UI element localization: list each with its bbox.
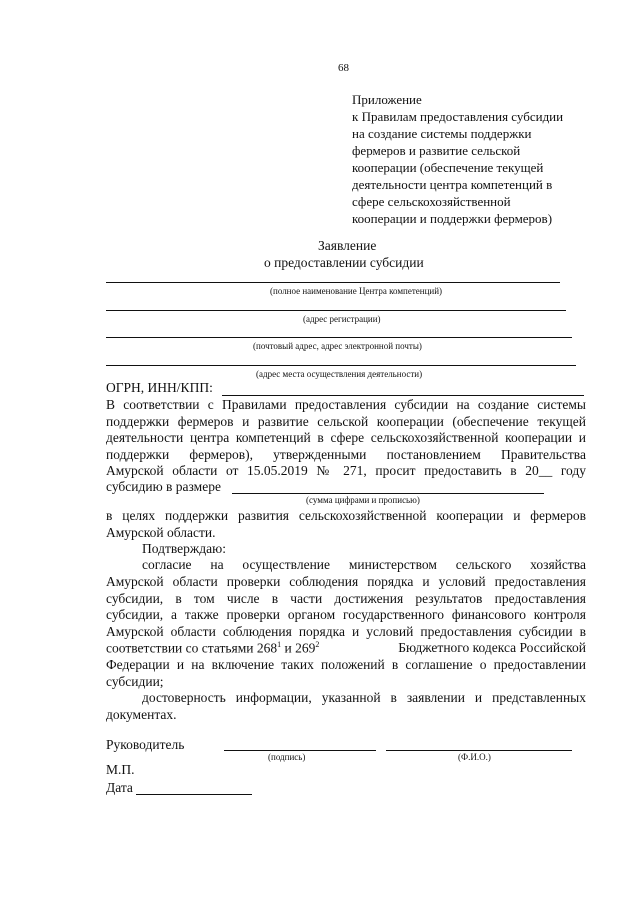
date-label: Дата	[106, 780, 133, 795]
text-line: Федерации и на включение таких положений в соглашение о предоставлении	[106, 657, 586, 672]
appendix-line: сфере сельскохозяйственной	[352, 194, 511, 209]
name-field-line[interactable]	[106, 282, 560, 283]
appendix-line: кооперации (обеспечение текущей	[352, 160, 544, 175]
name-caption: (полное наименование Центра компетенций)	[270, 286, 443, 296]
consent-paragraph	[106, 574, 586, 640]
appendix-line: Приложение	[352, 92, 422, 107]
signature-field-line[interactable]	[224, 750, 376, 751]
seal-label: М.П.	[106, 762, 135, 777]
text-line: Амурской области.	[106, 524, 216, 540]
sum-caption: (сумма цифрами и прописью)	[306, 495, 420, 505]
reliability-first-line	[142, 690, 586, 707]
consent-articles-line	[106, 640, 586, 657]
text-line: субсидии;	[106, 673, 164, 689]
paragraph-main	[106, 397, 586, 480]
activity-address-field-line[interactable]	[106, 365, 576, 366]
text-line: Амурской области проверки соблюдения порядка и условий предоставления	[106, 574, 586, 589]
document-title: Заявление	[318, 238, 377, 253]
activity-address-caption: (адрес места осуществления деятельности)	[256, 369, 423, 379]
document-subtitle: о предоставлении субсидии	[264, 255, 424, 270]
text-line: поддержки фермеров и развитие сельской кооперации (обеспечение текущей	[106, 413, 586, 429]
text-line: согласие на осуществление министерством сельского хозяйства	[142, 557, 586, 572]
appendix-line: на создание системы поддержки	[352, 126, 532, 141]
text-line: поддержки фермеров), утвержденными постановлением Правительства	[106, 446, 586, 462]
text-line: субсидии, а также проверки органом государственного финансового контроля	[106, 607, 586, 622]
head-label: Руководитель	[106, 737, 185, 752]
ogrn-field-line[interactable]	[222, 395, 584, 396]
postal-field-line[interactable]	[106, 337, 572, 338]
paragraph-purpose	[106, 508, 586, 541]
text-line: В соответствии с Правилами предоставления субсидии на создание системы	[106, 397, 586, 412]
text-line: Амурской области соблюдения порядка и условий предоставления субсидии в	[106, 623, 586, 639]
reliability-end: документах.	[106, 707, 177, 722]
appendix-line: фермеров и развитие сельской	[352, 143, 521, 158]
reg-address-caption: (адрес регистрации)	[303, 314, 381, 324]
appendix-header	[352, 91, 563, 227]
fio-caption: (Ф.И.О.)	[458, 752, 491, 762]
sum-field-line[interactable]	[232, 493, 544, 494]
text-line: деятельности центра компетенций в сфере сельскохозяйственной кооперации и	[106, 430, 586, 445]
page-number: 68	[338, 62, 349, 74]
text-line: в целях поддержки развития сельскохозяйственной кооперации и фермеров	[106, 508, 586, 523]
confirm-label: Подтверждаю:	[142, 541, 226, 556]
text-line: Амурской области от 15.05.2019 № 271, просит предоставить в 20__ году	[106, 463, 586, 478]
fio-field-line[interactable]	[386, 750, 572, 751]
text-line: достоверность информации, указанной в заявлении и представленных	[142, 690, 586, 705]
reg-address-field-line[interactable]	[106, 310, 566, 311]
articles-suffix: Бюджетного кодекса Российской	[398, 640, 586, 655]
appendix-line: кооперации и поддержки фермеров)	[352, 211, 553, 226]
text-line: субсидии, в том числе в части достижения результатов предоставления	[106, 590, 586, 606]
appendix-line: деятельности центра компетенций в	[352, 177, 553, 192]
signature-caption: (подпись)	[268, 752, 306, 762]
sum-label: субсидию в размере	[106, 479, 221, 494]
ogrn-label: ОГРН, ИНН/КПП:	[106, 380, 213, 395]
consent-first-line	[142, 557, 586, 574]
appendix-line: к Правилам предоставления субсидии	[352, 109, 564, 124]
date-field-line[interactable]	[136, 794, 252, 795]
postal-caption: (почтовый адрес, адрес электронной почты)	[253, 341, 422, 351]
articles-text: соответствии со статьями $268^1$ и $269^2$	[106, 640, 320, 656]
consent-end	[106, 657, 586, 690]
